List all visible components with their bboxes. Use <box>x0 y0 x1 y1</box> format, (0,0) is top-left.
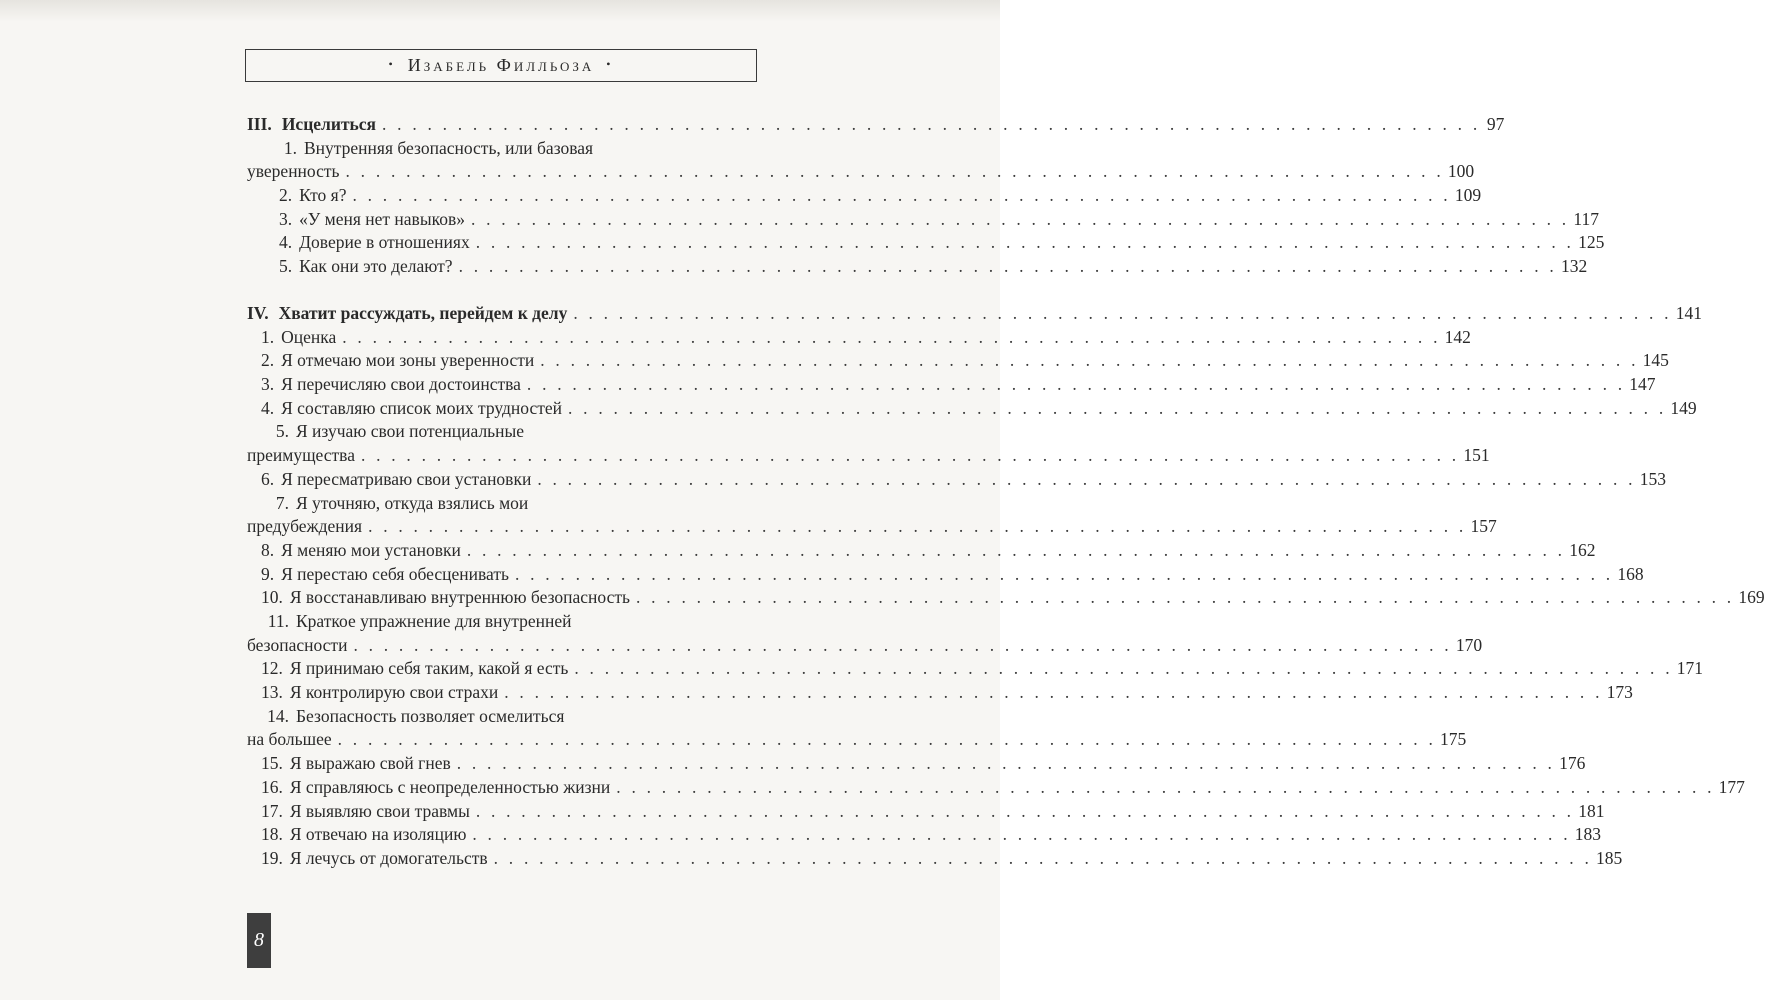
toc-row <box>247 776 1745 800</box>
toc-row <box>247 184 1482 208</box>
item-number: 10. <box>261 587 283 608</box>
item-number: 19. <box>261 847 283 868</box>
leader-dots: . . . . . . . . . . . . . . . . . . . . . . . . . . . . . . . . . . . . . . . . . . . . . . . . . . . . . . . . . . . . . . . . . . . . . . . . . <box>466 539 1566 560</box>
toc-part-3 <box>247 113 1605 279</box>
toc-row <box>247 326 1471 350</box>
leader-dots: . . . . . . . . . . . . . . . . . . . . . . . . . . . . . . . . . . . . . . . . . . . . . . . . . . . . . . . . . . . . . . . . . . . . . . . . . <box>475 232 1575 253</box>
item-title-continued: на большее <box>247 729 332 750</box>
toc-row <box>247 705 759 729</box>
toc-row <box>247 231 1605 255</box>
toc-item <box>247 492 1497 539</box>
toc-item <box>247 137 1475 184</box>
page-ref: 171 <box>1676 658 1704 679</box>
leader-dots: . . . . . . . . . . . . . . . . . . . . . . . . . . . . . . . . . . . . . . . . . . . . . . . . . . . . . . . . . . . . . . . . . . . . . . . . . <box>472 824 1571 845</box>
part-number: III. <box>247 114 272 134</box>
leader-dots: . . . . . . . . . . . . . . . . . . . . . . . . . . . . . . . . . . . . . . . . . . . . . . . . . . . . . . . . . . . . . . . . . . . . . . . . . <box>574 658 1673 679</box>
item-number: 2. <box>279 185 293 206</box>
toc-row <box>247 492 759 516</box>
item-number: 1. <box>283 137 297 158</box>
leader-dots: . . . . . . . . . . . . . . . . . . . . . . . . . . . . . . . . . . . . . . . . . . . . . . . . . . . . . . . . . . . . . . . . . . . . . . . . . <box>616 776 1715 797</box>
item-title: Я пересматриваю свои установки <box>281 468 532 489</box>
toc-item <box>247 231 1605 255</box>
item-number: 1. <box>261 326 275 347</box>
item-number: 17. <box>261 800 283 821</box>
toc-item <box>247 539 1596 563</box>
page-ref: 132 <box>1560 256 1588 277</box>
toc-row <box>247 349 1669 373</box>
toc-item <box>247 610 1483 657</box>
item-title-continued: безопасности <box>247 634 348 655</box>
item-number: 4. <box>279 232 293 253</box>
item-number: 14. <box>267 705 289 726</box>
page-ref: 168 <box>1617 563 1644 584</box>
toc-item <box>247 586 1765 610</box>
toc-item <box>247 563 1644 587</box>
item-number: 4. <box>261 397 275 418</box>
leader-dots: . . . . . . . . . . . . . . . . . . . . . . . . . . . . . . . . . . . . . . . . . . . . . . . . . . . . . . . . . . . . . . . . . . . . . . . . . <box>368 516 1467 537</box>
toc-item <box>247 326 1471 350</box>
toc-item <box>247 823 1602 847</box>
item-title: Я восстанавливаю внутреннюю безопасность <box>289 587 630 608</box>
toc-row <box>247 208 1599 232</box>
page-ref: 125 <box>1578 232 1605 253</box>
item-title: Я справляюсь с неопределенностью жизни <box>289 776 611 797</box>
toc-item <box>247 397 1697 421</box>
toc-row <box>247 397 1697 421</box>
toc-row <box>247 468 1666 492</box>
toc-row <box>247 563 1644 587</box>
toc-row <box>247 373 1656 397</box>
item-title-continued: преимущества <box>247 445 355 466</box>
toc-item <box>247 705 1467 752</box>
toc-part-heading <box>247 113 1505 137</box>
page-ref: 149 <box>1670 397 1697 418</box>
page-ref: 153 <box>1639 468 1666 489</box>
page-top-shadow <box>0 0 1000 22</box>
page-ref: 183 <box>1574 824 1602 845</box>
toc-item <box>247 752 1586 776</box>
toc-row <box>247 847 1623 871</box>
item-number: 3. <box>279 208 293 229</box>
toc-item <box>247 184 1482 208</box>
leader-dots: . . . . . . . . . . . . . . . . . . . . . . . . . . . . . . . . . . . . . . . . . . . . . . . . . . . . . . . . . . . . . . . . . . . . . . . . . <box>568 397 1667 418</box>
item-title: Я изучаю свои потенциальные <box>296 421 525 442</box>
item-title: Я перестаю себя обесценивать <box>281 563 509 584</box>
leader-dots: . . . . . . . . . . . . . . . . . . . . . . . . . . . . . . . . . . . . . . . . . . . . . . . . . . . . . . . . . . . . . . . . . . . . . . . . . <box>382 114 1481 134</box>
toc-row <box>247 634 1483 658</box>
page-number-tab <box>247 913 271 968</box>
item-title: Я уточняю, откуда взялись мои <box>296 492 529 513</box>
leader-dots: . . . . . . . . . . . . . . . . . . . . . . . . . . . . . . . . . . . . . . . . . . . . . . . . . . . . . . . . . . . . . . . . . . . . . . . . . <box>636 587 1735 608</box>
item-title-continued: предубеждения <box>247 516 363 537</box>
toc-row <box>247 515 1497 539</box>
toc-item <box>247 255 1588 279</box>
toc-row <box>247 444 1490 468</box>
page-ref: 145 <box>1642 350 1669 371</box>
page-ref: 147 <box>1629 374 1656 395</box>
toc-row <box>247 113 1505 137</box>
toc-item <box>247 681 1633 705</box>
page-ref: 141 <box>1675 303 1702 323</box>
toc-row <box>247 657 1704 681</box>
item-title: Я выявляю свои травмы <box>289 800 470 821</box>
page-ref: 117 <box>1573 208 1599 229</box>
item-title: Кто я? <box>299 185 347 206</box>
item-title: Я отмечаю мои зоны уверенности <box>281 350 535 371</box>
running-header <box>245 49 757 82</box>
item-number: 5. <box>279 256 293 277</box>
toc-item <box>247 800 1605 824</box>
toc-item <box>247 847 1623 871</box>
leader-dots: . . . . . . . . . . . . . . . . . . . . . . . . . . . . . . . . . . . . . . . . . . . . . . . . . . . . . . . . . . . . . . . . . . . . . . . . . <box>537 468 1636 489</box>
toc-row <box>247 823 1602 847</box>
page-ref: 157 <box>1470 516 1497 537</box>
page-ref: 142 <box>1444 326 1471 347</box>
item-title: Я принимаю себя таким, какой я есть <box>289 658 569 679</box>
toc-row <box>247 160 1475 184</box>
leader-dots: . . . . . . . . . . . . . . . . . . . . . . . . . . . . . . . . . . . . . . . . . . . . . . . . . . . . . . . . . . . . . . . . . . . . . . . . . <box>514 563 1614 584</box>
toc-item <box>247 349 1669 373</box>
toc-row <box>247 800 1605 824</box>
toc-row <box>247 586 1765 610</box>
item-title: Я отвечаю на изоляцию <box>289 824 467 845</box>
page-ref: 181 <box>1578 800 1605 821</box>
item-title: Я лечусь от домогательств <box>289 847 488 868</box>
page-ref: 169 <box>1738 587 1765 608</box>
toc-item <box>247 657 1704 681</box>
item-number: 8. <box>261 539 275 560</box>
leader-dots: . . . . . . . . . . . . . . . . . . . . . . . . . . . . . . . . . . . . . . . . . . . . . . . . . . . . . . . . . . . . . . . . . . . . . . . . . <box>337 729 1437 750</box>
item-number: 7. <box>275 492 289 513</box>
item-number: 11. <box>267 610 289 631</box>
leader-dots: . . . . . . . . . . . . . . . . . . . . . . . . . . . . . . . . . . . . . . . . . . . . . . . . . . . . . . . . . . . . . . . . . . . . . . . . . <box>526 374 1626 395</box>
toc-row <box>247 420 759 444</box>
page-ref: 177 <box>1718 776 1745 797</box>
page-ref: 185 <box>1596 847 1623 868</box>
page-ref: 151 <box>1463 445 1490 466</box>
page-number: 8 <box>254 929 264 951</box>
page-ref: 170 <box>1455 634 1483 655</box>
leader-dots: . . . . . . . . . . . . . . . . . . . . . . . . . . . . . . . . . . . . . . . . . . . . . . . . . . . . . . . . . . . . . . . . . . . . . . . . . <box>470 208 1570 229</box>
toc-row <box>247 255 1588 279</box>
leader-dots: . . . . . . . . . . . . . . . . . . . . . . . . . . . . . . . . . . . . . . . . . . . . . . . . . . . . . . . . . . . . . . . . . . . . . . . . . <box>345 161 1444 182</box>
toc-item <box>247 373 1656 397</box>
leader-dots: . . . . . . . . . . . . . . . . . . . . . . . . . . . . . . . . . . . . . . . . . . . . . . . . . . . . . . . . . . . . . . . . . . . . . . . . . <box>353 634 1452 655</box>
item-number: 18. <box>261 824 283 845</box>
item-title: Как они это делают? <box>299 256 453 277</box>
toc-item <box>247 420 1490 467</box>
header-ornament-right: • <box>606 57 614 71</box>
item-title-continued: уверенность <box>247 161 340 182</box>
item-number: 12. <box>261 658 283 679</box>
part-number: IV. <box>247 303 269 323</box>
item-title: Я перечисляю свои достоинства <box>281 374 521 395</box>
page-ref: 109 <box>1454 185 1482 206</box>
leader-dots: . . . . . . . . . . . . . . . . . . . . . . . . . . . . . . . . . . . . . . . . . . . . . . . . . . . . . . . . . . . . . . . . . . . . . . . . . <box>504 682 1603 703</box>
toc-part-4 <box>247 302 1765 871</box>
item-title: Безопасность позволяет осмелиться <box>296 705 565 726</box>
page-ref: 162 <box>1569 539 1596 560</box>
toc-row <box>247 610 759 634</box>
item-title: Краткое упражнение для внутренней <box>296 610 572 631</box>
item-number: 3. <box>261 374 275 395</box>
toc-row <box>247 137 759 161</box>
page-ref: 176 <box>1559 753 1586 774</box>
toc-row <box>247 539 1596 563</box>
leader-dots: . . . . . . . . . . . . . . . . . . . . . . . . . . . . . . . . . . . . . . . . . . . . . . . . . . . . . . . . . . . . . . . . . . . . . . . . . <box>475 800 1575 821</box>
item-title: Внутренняя безопасность, или базовая <box>304 137 594 158</box>
item-number: 6. <box>261 468 275 489</box>
item-title: Доверие в отношениях <box>299 232 470 253</box>
item-title: Я составляю список моих трудностей <box>281 397 563 418</box>
toc-row <box>247 752 1586 776</box>
leader-dots: . . . . . . . . . . . . . . . . . . . . . . . . . . . . . . . . . . . . . . . . . . . . . . . . . . . . . . . . . . . . . . . . . . . . . . . . . <box>456 753 1556 774</box>
item-number: 2. <box>261 350 275 371</box>
toc-row <box>247 681 1633 705</box>
toc-part-heading <box>247 302 1702 326</box>
item-title: Я меняю мои установки <box>281 539 461 560</box>
leader-dots: . . . . . . . . . . . . . . . . . . . . . . . . . . . . . . . . . . . . . . . . . . . . . . . . . . . . . . . . . . . . . . . . . . . . . . . . . <box>540 350 1639 371</box>
page-ref: 175 <box>1440 729 1467 750</box>
item-number: 5. <box>275 421 289 442</box>
leader-dots: . . . . . . . . . . . . . . . . . . . . . . . . . . . . . . . . . . . . . . . . . . . . . . . . . . . . . . . . . . . . . . . . . . . . . . . . . <box>360 445 1460 466</box>
item-number: 16. <box>261 776 283 797</box>
page-ref: 97 <box>1486 114 1505 134</box>
leader-dots: . . . . . . . . . . . . . . . . . . . . . . . . . . . . . . . . . . . . . . . . . . . . . . . . . . . . . . . . . . . . . . . . . . . . . . . . . <box>342 326 1441 347</box>
page-ref: 100 <box>1447 161 1475 182</box>
toc-row <box>247 302 1702 326</box>
item-title: Оценка <box>281 326 337 347</box>
part-title: Исцелиться <box>281 114 377 134</box>
leader-dots: . . . . . . . . . . . . . . . . . . . . . . . . . . . . . . . . . . . . . . . . . . . . . . . . . . . . . . . . . . . . . . . . . . . . . . . . . <box>493 847 1593 868</box>
toc-item <box>247 208 1599 232</box>
toc-row <box>247 728 1467 752</box>
header-ornament-left: • <box>388 57 396 71</box>
item-title: Я контролирую свои страхи <box>289 682 499 703</box>
item-number: 13. <box>261 682 283 703</box>
leader-dots: . . . . . . . . . . . . . . . . . . . . . . . . . . . . . . . . . . . . . . . . . . . . . . . . . . . . . . . . . . . . . . . . . . . . . . . . . <box>352 185 1451 206</box>
item-title: Я выражаю свой гнев <box>289 753 451 774</box>
item-number: 9. <box>261 563 275 584</box>
leader-dots: . . . . . . . . . . . . . . . . . . . . . . . . . . . . . . . . . . . . . . . . . . . . . . . . . . . . . . . . . . . . . . . . . . . . . . . . . <box>458 256 1557 277</box>
header-author: Изабель Филльоза <box>407 55 595 75</box>
part-title: Хватит рассуждать, перейдем к делу <box>278 303 568 323</box>
page-ref: 173 <box>1606 682 1633 703</box>
item-title: «У меня нет навыков» <box>299 208 465 229</box>
item-number: 15. <box>261 753 283 774</box>
leader-dots: . . . . . . . . . . . . . . . . . . . . . . . . . . . . . . . . . . . . . . . . . . . . . . . . . . . . . . . . . . . . . . . . . . . . . . . . . <box>573 303 1672 323</box>
toc-item <box>247 776 1745 800</box>
toc-item <box>247 468 1666 492</box>
